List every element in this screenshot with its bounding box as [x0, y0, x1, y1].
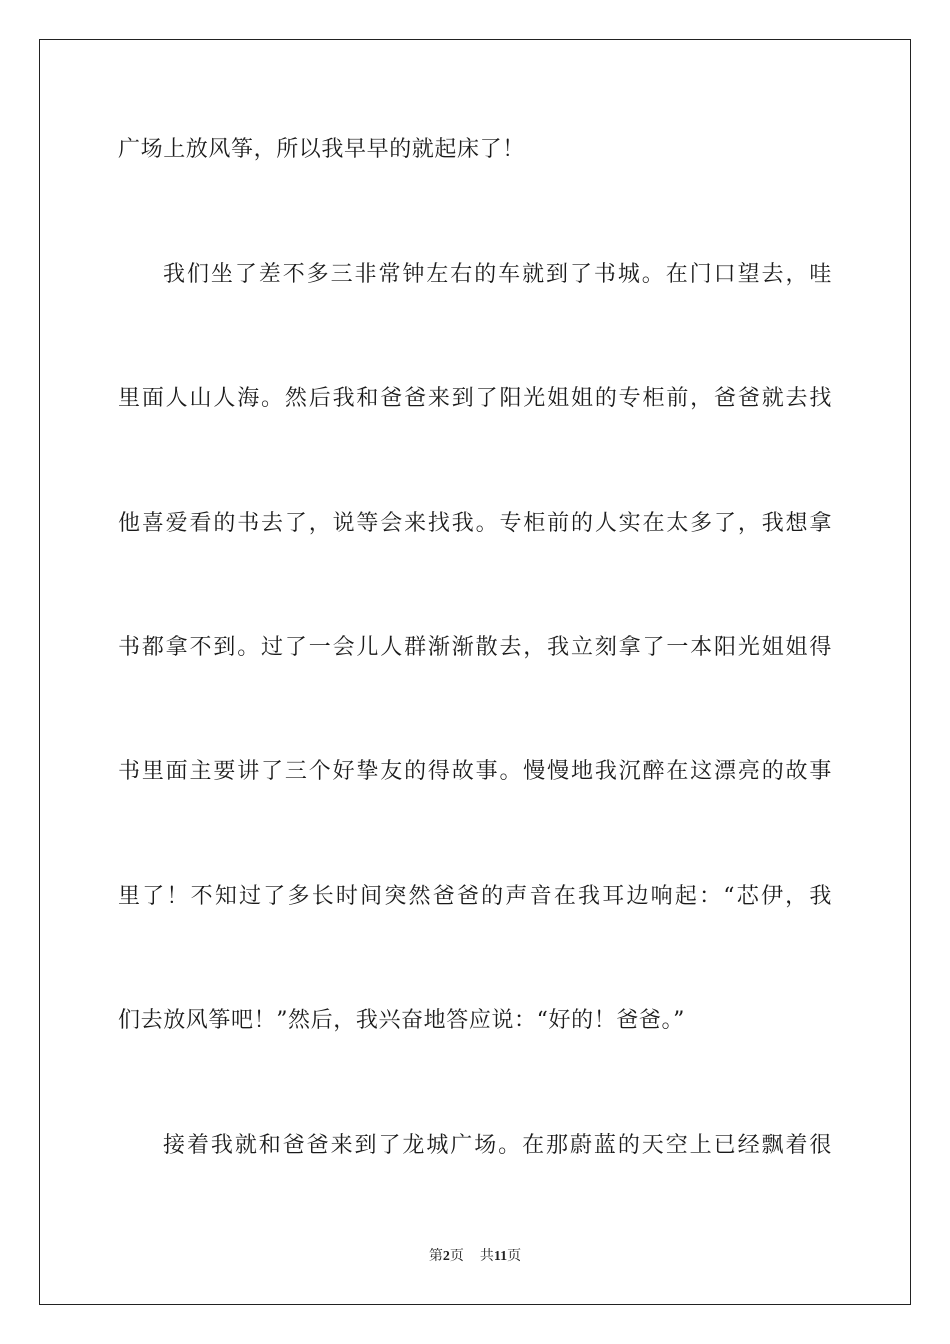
text-line: 里面人山人海。然后我和爸爸来到了阳光姐姐的专柜前，爸爸就去找 — [118, 386, 832, 411]
text-line: 书都拿不到。过了一会儿人群渐渐散去，我立刻拿了一本阳光姐姐得 — [118, 635, 832, 660]
text-line: 他喜爱看的书去了，说等会来找我。专柜前的人实在太多了，我想拿 — [118, 511, 832, 536]
text-line: 们去放风筝吧！”然后，我兴奋地答应说：“好的！爸爸。” — [118, 1008, 685, 1033]
page-footer — [0, 1247, 950, 1266]
text-line: 接着我就和爸爸来到了龙城广场。在那蔚蓝的天空上已经飘着很 — [163, 1133, 832, 1158]
text-line: 我们坐了差不多三非常钟左右的车就到了书城。在门口望去，哇 — [163, 262, 832, 287]
text-line: 书里面主要讲了三个好挚友的得故事。慢慢地我沉醉在这漂亮的故事 — [118, 759, 832, 784]
page-number: 2 — [442, 1249, 450, 1264]
page-suffix: 页 — [449, 1248, 464, 1264]
text-line: 广场上放风筝，所以我早早的就起床了！ — [118, 137, 525, 162]
total-suffix: 页 — [507, 1248, 522, 1264]
text-line: 里了！不知过了多长时间突然爸爸的声音在我耳边响起：“芯伊，我 — [118, 884, 832, 909]
page-border — [39, 39, 911, 1305]
page-prefix: 第 — [428, 1248, 443, 1264]
total-prefix: 共 — [479, 1248, 494, 1264]
total-pages: 11 — [493, 1249, 508, 1264]
